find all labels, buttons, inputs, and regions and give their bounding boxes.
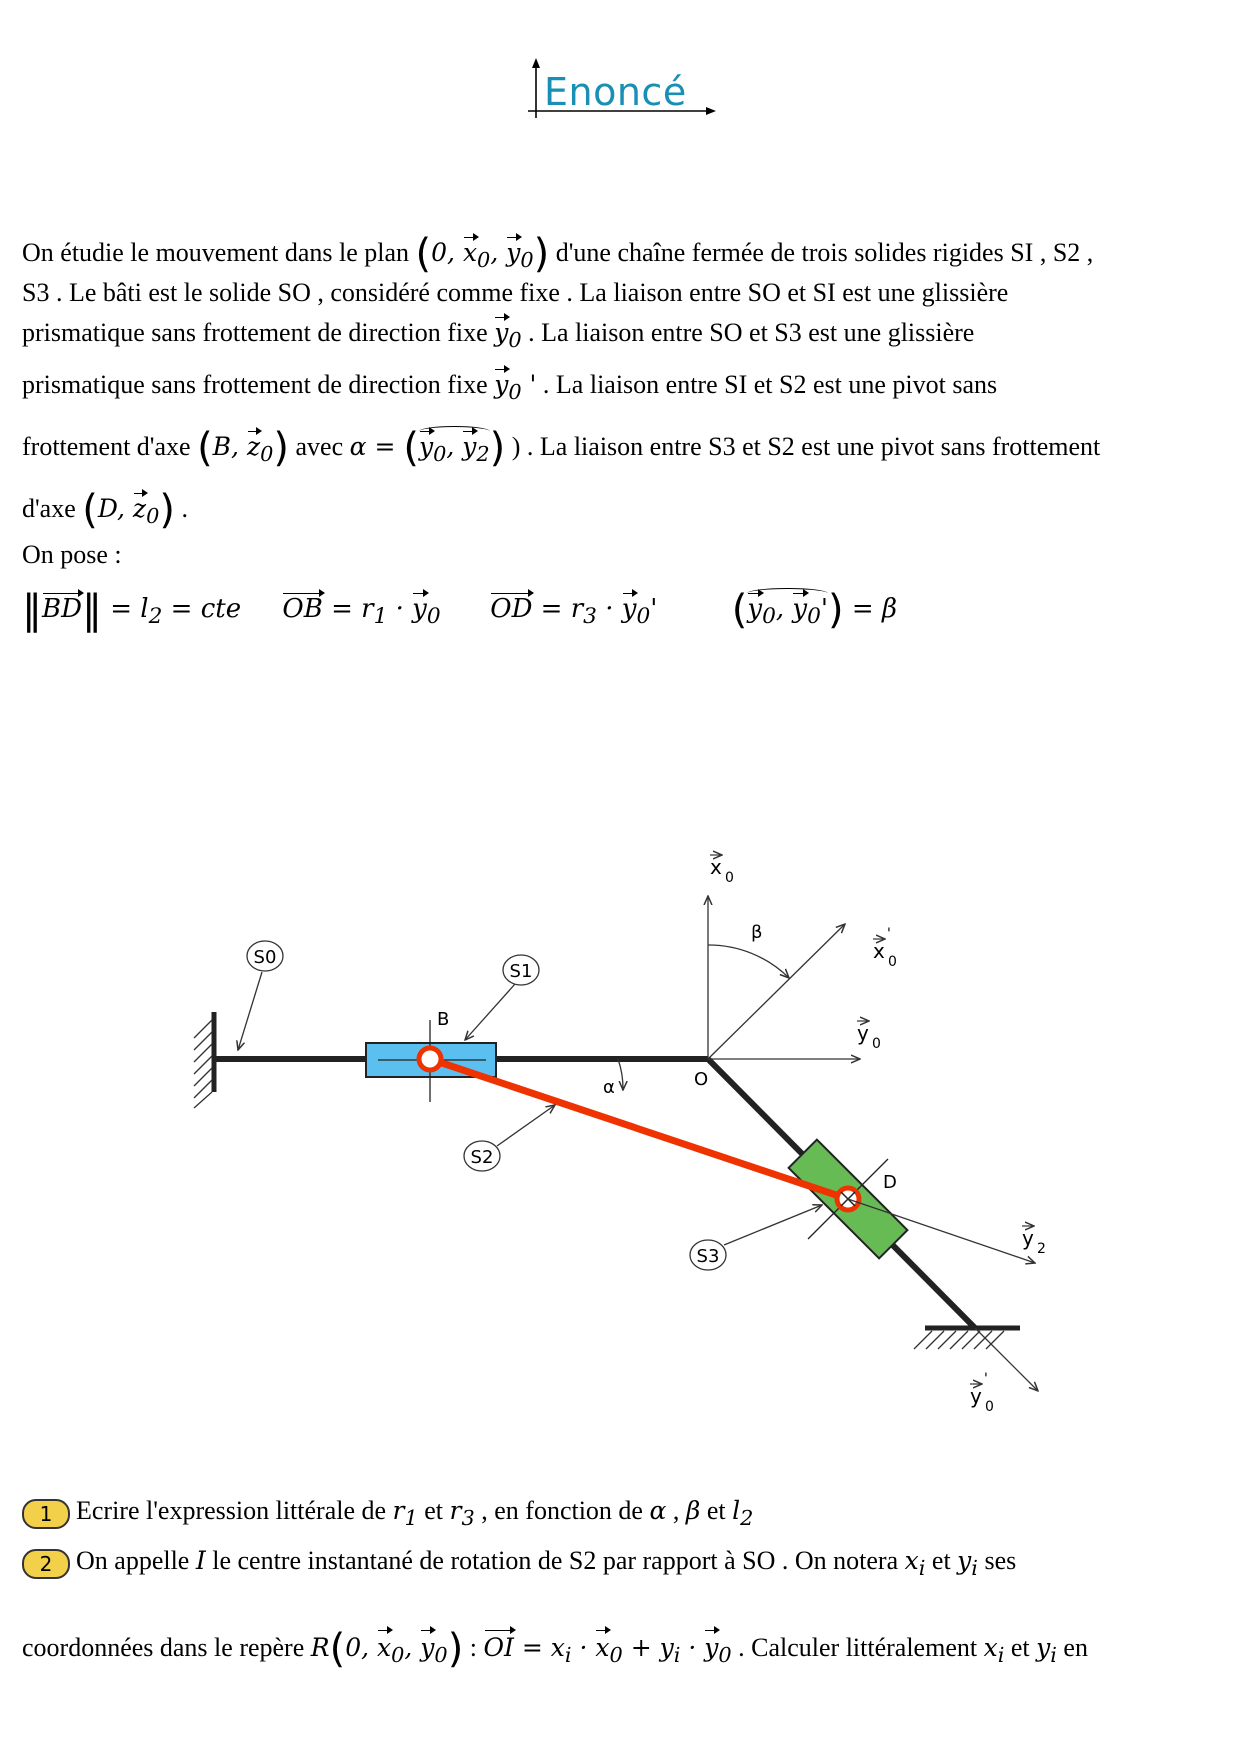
line-6: d'axe (D, $z_0$) . [22, 487, 188, 533]
question-2-line-2: coordonnées dans le repère R(0, $x_0$, $y_0$) : OI = $x_i \cdot x_0 + y_i \cdot y_0$ . Calculer littéralement $x_i$ et $y_i$ en [22, 1626, 1088, 1672]
svg-text:': ' [887, 926, 891, 942]
svg-text:S1: S1 [509, 961, 533, 982]
plane-notation: (0, $x_0$, $y_0$) [415, 231, 550, 277]
label-b: B [437, 1009, 450, 1030]
page-title [528, 58, 718, 122]
question-2: 2 On appelle I le centre instantané de rotation de S2 par rapport à SO . On notera $x_i$ et $y_i$ ses [22, 1546, 1016, 1580]
callout-s2 [464, 1105, 555, 1171]
callout-s0 [238, 941, 283, 1050]
right-ground [914, 1328, 1020, 1349]
question-number-badge: 2 [22, 1549, 70, 1579]
callout-s1 [465, 955, 539, 1040]
svg-text:y: y [970, 1384, 982, 1408]
label-x0 [710, 855, 734, 886]
svg-text:0: 0 [985, 1399, 994, 1415]
title-label: Enoncé [544, 70, 687, 114]
line-7: On pose : [22, 540, 122, 569]
svg-text:2: 2 [1037, 1241, 1046, 1257]
callout-s3 [690, 1205, 822, 1270]
label-y0-prime [970, 1371, 994, 1415]
mechanism-diagram [0, 830, 1240, 1430]
svg-text:S3: S3 [696, 1246, 720, 1267]
label-d: D [883, 1172, 897, 1193]
left-ground [194, 1012, 214, 1108]
svg-text:y: y [857, 1021, 869, 1045]
link-s2 [430, 1059, 848, 1199]
label-o: O [694, 1069, 709, 1090]
label-beta: β [751, 922, 763, 943]
definitions-equation: ‖BD‖ = $l_2$ = cte OB = $r_1 \cdot y_0$ OD = $r_3 \cdot y_0'$ ($y_0$, $y_0') = \beta$ [22, 587, 897, 633]
label-y0 [857, 1021, 881, 1052]
question-number-badge: 1 [22, 1499, 70, 1529]
svg-text:': ' [984, 1371, 988, 1387]
svg-text:0: 0 [872, 1036, 881, 1052]
line-4: prismatique sans frottement de direction fixe $y_0$ ' . La liaison entre SI et S2 est une pivot sans [22, 370, 998, 404]
pivot-b [419, 1048, 441, 1070]
svg-text:S0: S0 [253, 947, 277, 968]
svg-text:0: 0 [888, 954, 897, 970]
svg-text:x: x [710, 855, 722, 879]
angle-alpha-arc [618, 1059, 623, 1090]
label-alpha: α [603, 1077, 615, 1098]
line-2: S3 . Le bâti est le solide SO , considéré comme fixe . La liaison entre SO et SI est une glissière [22, 278, 1009, 307]
svg-text:x: x [873, 939, 885, 963]
svg-text:y: y [1022, 1226, 1034, 1250]
angle-beta-arc [708, 945, 789, 978]
axis-x0-prime [708, 924, 845, 1059]
svg-text:S2: S2 [470, 1147, 494, 1168]
question-1: 1 Ecrire l'expression littérale de $r_1$ et $r_3$ , en fonction de α , β et $l_2$ [22, 1496, 753, 1530]
label-y2 [1022, 1226, 1046, 1257]
line-3: prismatique sans frottement de direction fixe $y_0$ . La liaison entre SO et S3 est une glissière [22, 318, 975, 352]
line-1: On étudie le mouvement dans le plan (0, $x_0$, $y_0$) d'une chaîne fermée de trois solides rigides SI , S2 , [22, 231, 1094, 277]
svg-text:0: 0 [725, 870, 734, 886]
label-x0-prime [873, 926, 897, 970]
line-5: frottement d'axe (B, $z_0$) avec $\alpha = (y_0$, $y_2$) ) . La liaison entre S3 et S2 est une pivot sans frottement [22, 425, 1101, 471]
